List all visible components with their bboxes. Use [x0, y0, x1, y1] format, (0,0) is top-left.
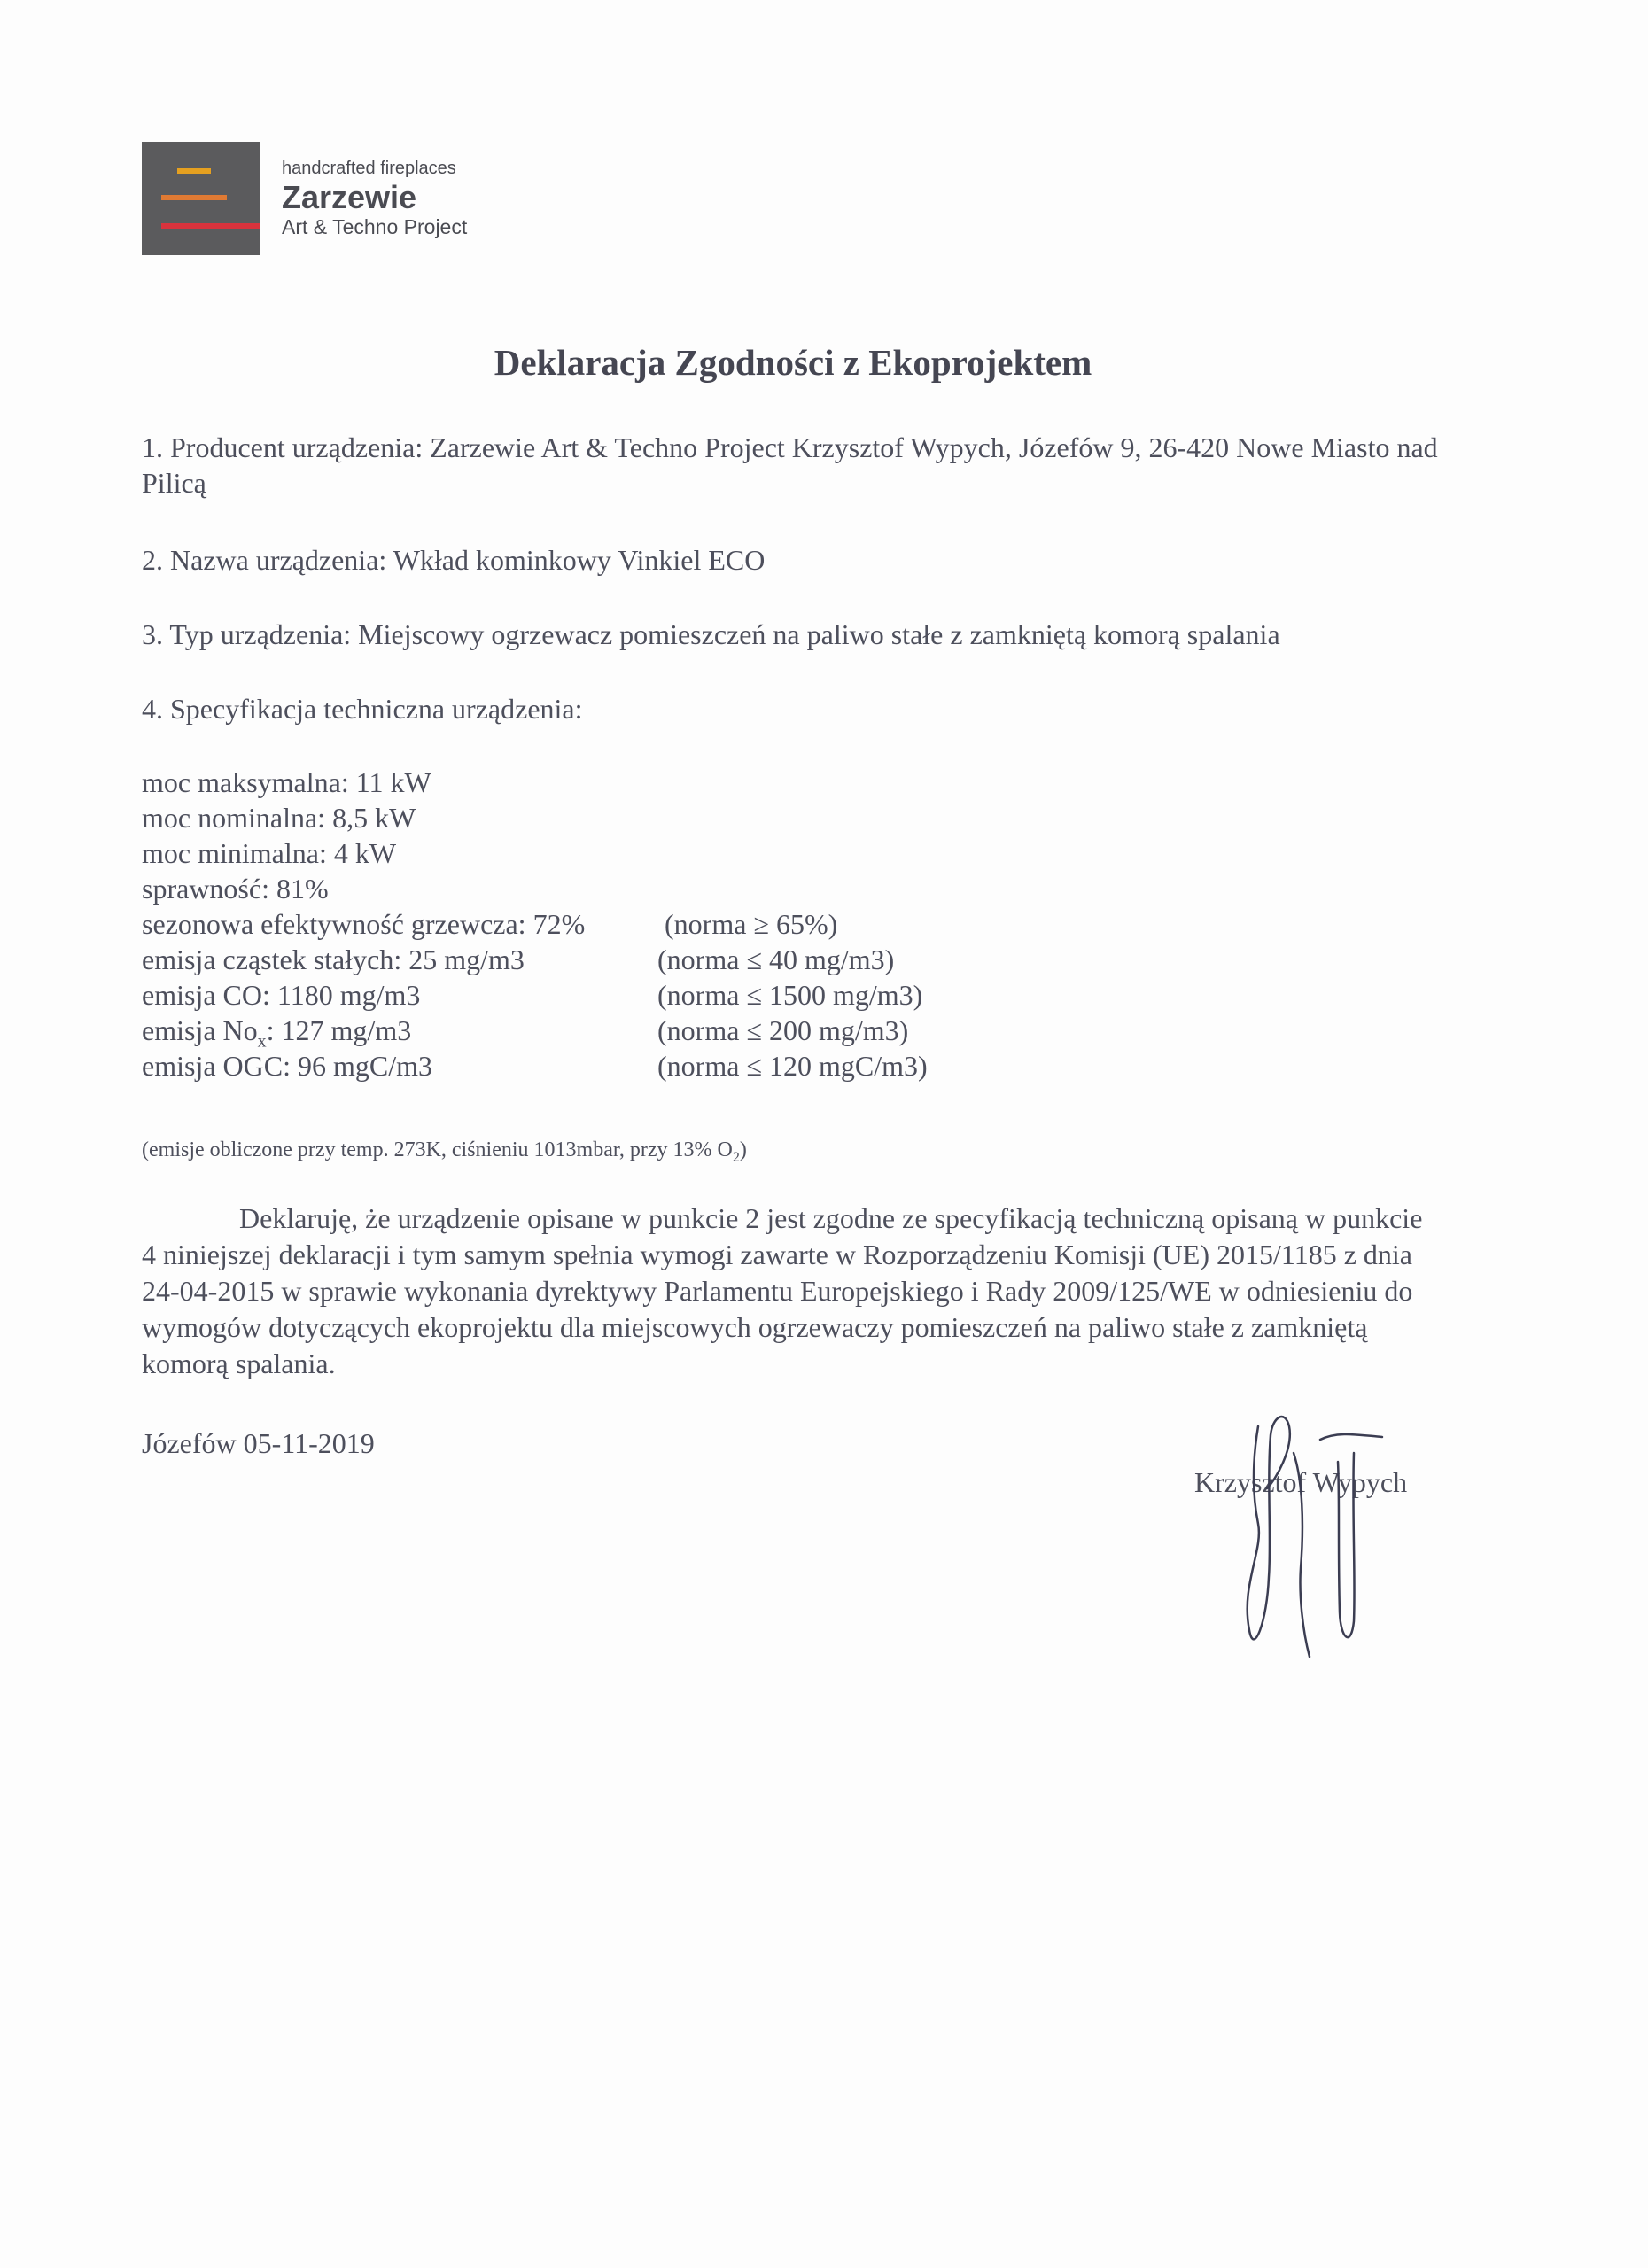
spec-row: [142, 906, 838, 942]
spec-row: [142, 1048, 928, 1084]
emission-note-text: (emisje obliczone przy temp. 273K, ciśnieniu 1013mbar, przy 13% O: [142, 1138, 733, 1161]
device-type-item: 3. Typ urządzenia: Miejscowy ogrzewacz pomieszczeń na paliwo stałe z zamkniętą komorą spalania: [142, 618, 1280, 650]
spec-pm-norm: (norma ≤ 40 mg/m3): [657, 944, 895, 975]
logo-bar-red: [161, 223, 260, 229]
device-name-item: 2. Nazwa urządzenia: Wkład kominkowy Vinkiel ECO: [142, 544, 766, 576]
handwritten-signature: [1205, 1400, 1426, 1666]
spec-nox-sub: x: [257, 1031, 267, 1052]
spec-co: emisja CO: 1180 mg/m3: [142, 979, 421, 1011]
spec-ogc-norm: (norma ≤ 120 mgC/m3): [657, 1050, 928, 1082]
emission-note: [142, 1136, 747, 1172]
spec-pm: emisja cząstek stałych: 25 mg/m3: [142, 944, 525, 975]
producer-item: 1. Producent urządzenia: Zarzewie Art & Techno Project Krzysztof Wypych, Józefów 9, 26-420 Nowe Miasto nad Pilicą: [142, 431, 1438, 499]
spec-row: [142, 942, 895, 977]
spec-max-power: moc maksymalna: 11 kW: [142, 766, 431, 798]
spec-nox: [142, 1014, 412, 1052]
spec-row: [142, 871, 585, 906]
spec-row: [142, 800, 585, 835]
logo-bar-orange: [161, 195, 227, 200]
spec-ogc: emisja OGC: 96 mgC/m3: [142, 1050, 432, 1082]
spec-seasonal: sezonowa efektywność grzewcza: 72%: [142, 908, 586, 940]
document-title: Deklaracja Zgodności z Ekoprojektem: [494, 342, 1092, 383]
spec-list: [142, 765, 928, 1084]
spec-row: [142, 1013, 909, 1052]
spec-efficiency: sprawność: 81%: [142, 873, 329, 905]
spec-row: [142, 977, 923, 1013]
spec-nominal-power: moc nominalna: 8,5 kW: [142, 802, 416, 834]
emission-note-sub: 2: [732, 1149, 740, 1165]
company-logo: [142, 142, 467, 255]
spec-nox-value: : 127 mg/m3: [266, 1014, 412, 1046]
spec-co-norm: (norma ≤ 1500 mg/m3): [657, 979, 923, 1011]
spec-min-power: moc minimalna: 4 kW: [142, 837, 397, 869]
declaration-paragraph: Deklaruję, że urządzenie opisane w punkcie 2 jest zgodne ze specyfikacją techniczną opisaną w punkcie 4 niniejszej deklaracji i tym samym spełnia wymogi zawarte w Rozporządzeniu Komisji (UE) 2015/1185 z dnia 24-04-2015 w sprawie wykonania dyrektywy Parlamentu Europejskiego i Rady 2009/125/WE w odniesieniu do wymogów dotyczących ekoprojektu dla miejscowych ogrzewaczy pomieszczeń na paliwo stałe z zamkniętą komorą spalania.: [142, 1202, 1423, 1379]
spec-nox-label: emisja No: [142, 1014, 258, 1046]
logo-text: [282, 159, 467, 239]
spec-nox-norm: (norma ≤ 200 mg/m3): [657, 1014, 909, 1046]
logo-name: Zarzewie: [282, 178, 417, 215]
logo-mark: [142, 142, 260, 255]
logo-tagline: handcrafted fireplaces: [282, 158, 456, 178]
spec-seasonal-norm: (norma ≥ 65%): [665, 908, 838, 940]
signer-name: Krzysztof Wypych: [1194, 1466, 1408, 1498]
logo-subtitle: Art & Techno Project: [282, 215, 468, 239]
spec-heading: 4. Specyfikacja techniczna urządzenia:: [142, 693, 583, 725]
place-date: Józefów 05-11-2019: [142, 1427, 375, 1459]
spec-row: [142, 835, 585, 871]
logo-bar-yellow: [177, 168, 211, 174]
emission-note-end: ): [739, 1138, 747, 1161]
spec-row: [142, 765, 585, 800]
